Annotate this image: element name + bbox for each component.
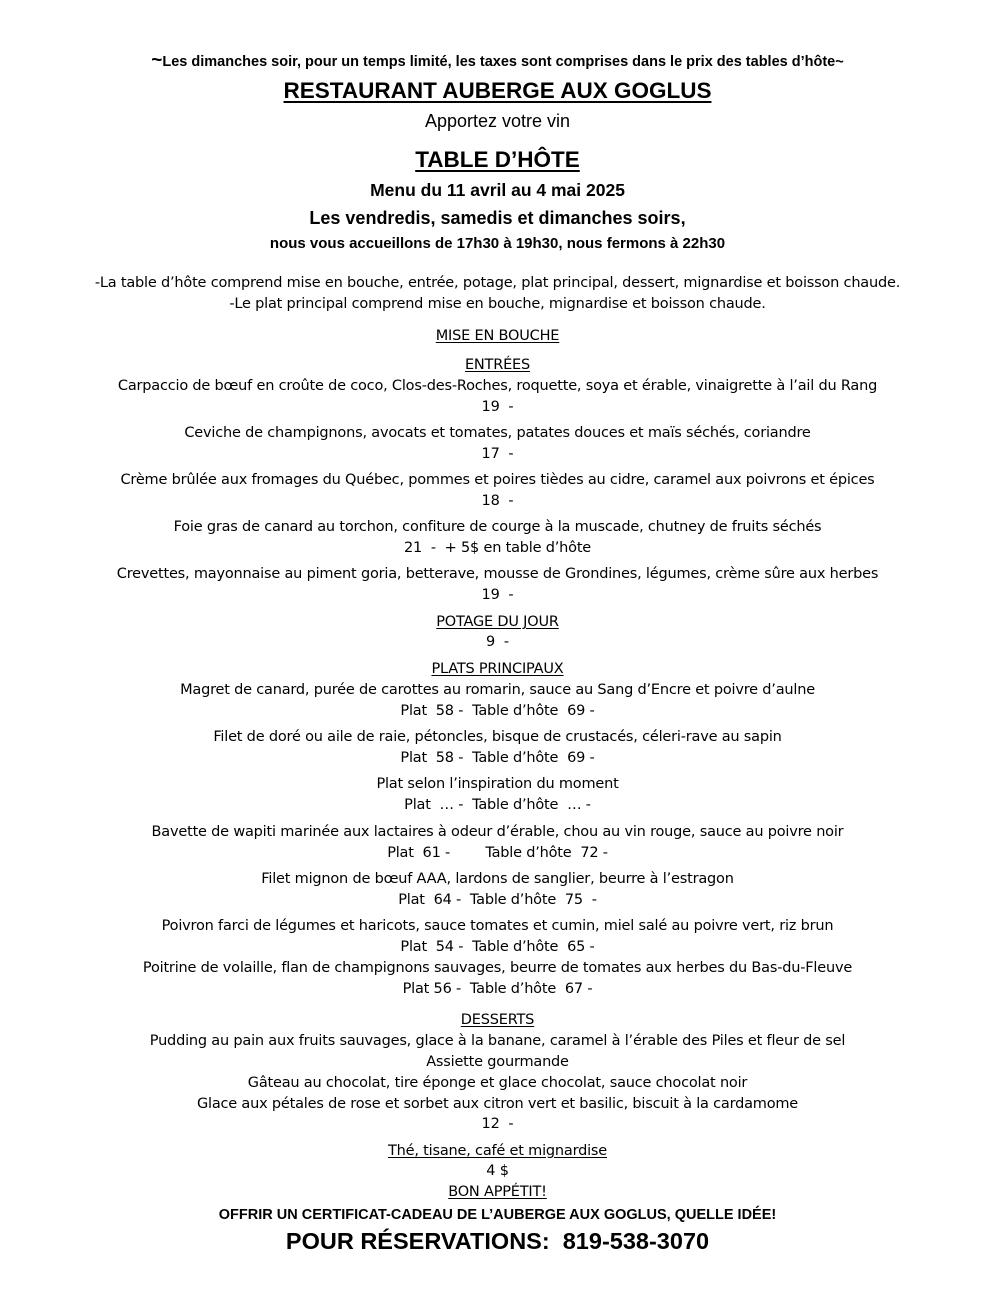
restaurant-name: RESTAURANT AUBERGE AUX GOGLUS <box>283 78 712 103</box>
reservations <box>0 1228 995 1255</box>
plat-item-name: Poitrine de volaille, flan de champignons sauvages, beurre de tomates aux herbes du Bas-du-Fleuve <box>142 960 853 976</box>
entrees-heading: ENTRÉES <box>464 357 531 373</box>
entree-item-name: Ceviche de champignons, avocats et tomates, patates douces et maïs séchés, coriandre <box>184 425 811 441</box>
plat-item-price: Plat 58 - Table d’hôte 69 - <box>400 703 595 719</box>
byow-note: Apportez votre vin <box>424 111 571 131</box>
plats-heading: PLATS PRINCIPAUX <box>431 661 564 677</box>
plat-item-price: Plat … - Table d’hôte … - <box>404 797 591 813</box>
potage-price: 9 - <box>486 634 509 650</box>
dessert-line: Glace aux pétales de rose et sorbet aux citron vert et basilic, biscuit à la cardamome <box>196 1096 799 1112</box>
dessert-line: Pudding au pain aux fruits sauvages, glace à la banane, caramel à l’érable des Piles et fleur de sel <box>149 1033 846 1049</box>
entree-item-price: 21 - + 5$ en table d’hôte <box>403 540 592 556</box>
intro-line-1: -La table d’hôte comprend mise en bouche, entrée, potage, plat principal, dessert, mignardise et boisson chaude. <box>94 275 901 291</box>
entree-item-price: 18 - <box>481 493 514 509</box>
entree-item-name: Crème brûlée aux fromages du Québec, pommes et poires tièdes au cidre, caramel aux poivrons et épices <box>120 472 875 488</box>
potage-heading: POTAGE DU JOUR <box>436 614 559 630</box>
entree-item-price: 19 - <box>481 587 514 603</box>
plat-item-name: Filet mignon de bœuf AAA, lardons de sanglier, beurre à l’estragon <box>261 871 734 887</box>
plat-item-price: Plat 64 - Table d’hôte 75 - <box>398 892 597 908</box>
tax-notice-text: Les dimanches soir, pour un temps limité, les taxes sont comprises dans le prix des tables d’hôte~ <box>162 54 844 70</box>
boissons-heading: Thé, tisane, café et mignardise <box>387 1143 608 1159</box>
plat-item-price: Plat 54 - Table d’hôte 65 - <box>400 939 595 955</box>
open-days: Les vendredis, samedis et dimanches soirs, <box>309 208 686 228</box>
plat-item-price: Plat 58 - Table d’hôte 69 - <box>400 750 595 766</box>
desserts-price: 12 - <box>481 1116 514 1132</box>
plat-item-name: Bavette de wapiti marinée aux lactaires à odeur d’érable, chou au vin rouge, sauce au poivre noir <box>151 824 844 840</box>
entree-item-name: Crevettes, mayonnaise au piment goria, betterave, mousse de Grondines, légumes, crème sûre aux herbes <box>116 566 879 582</box>
gift-certificate-note: OFFRIR UN CERTIFICAT-CADEAU DE L’AUBERGE AUX GOGLUS, QUELLE IDÉE! <box>218 1207 777 1223</box>
boissons-price: 4 $ <box>486 1163 509 1179</box>
plat-item-price: Plat 61 - Table d’hôte 72 - <box>387 845 608 861</box>
entree-item-price: 17 - <box>481 446 514 462</box>
bon-appetit: BON APPÉTIT! <box>448 1184 547 1200</box>
plat-item-price: Plat 56 - Table d’hôte 67 - <box>402 981 593 997</box>
menu-dates: Menu du 11 avril au 4 mai 2025 <box>370 180 625 200</box>
intro-line-2: -Le plat principal comprend mise en bouche, mignardise et boisson chaude. <box>229 296 766 312</box>
entree-item-name: Carpaccio de bœuf en croûte de coco, Clos-des-Roches, roquette, soya et érable, vinaigrette à l’ail du Rang <box>117 378 878 394</box>
desserts-heading: DESSERTS <box>460 1012 535 1028</box>
reservations-label: POUR RÉSERVATIONS: <box>285 1228 550 1254</box>
phone-number: 819-538-3070 <box>562 1228 710 1254</box>
plat-item-name: Plat selon l’inspiration du moment <box>376 776 619 792</box>
menu-title: TABLE D’HÔTE <box>415 147 580 172</box>
mise-en-bouche-heading: MISE EN BOUCHE <box>435 328 560 344</box>
opening-hours: nous vous accueillons de 17h30 à 19h30, nous fermons à 22h30 <box>269 235 726 252</box>
plat-item-name: Poivron farci de légumes et haricots, sauce tomates et cumin, miel salé au poivre vert, riz brun <box>161 918 834 934</box>
tax-notice: ~Les dimanches soir, pour un temps limité, les taxes sont comprises dans le prix des tables d’hôte~ <box>151 50 844 71</box>
entree-item-price: 19 - <box>481 399 514 415</box>
plat-item-name: Magret de canard, purée de carottes au romarin, sauce au Sang d’Encre et poivre d’aulne <box>180 682 815 698</box>
dessert-line: Gâteau au chocolat, tire éponge et glace chocolat, sauce chocolat noir <box>247 1075 748 1091</box>
dessert-line: Assiette gourmande <box>426 1054 569 1070</box>
plat-item-name: Filet de doré ou aile de raie, pétoncles, bisque de crustacés, céleri-rave au sapin <box>213 729 782 745</box>
entree-item-name: Foie gras de canard au torchon, confiture de courge à la muscade, chutney de fruits séchés <box>173 519 822 535</box>
